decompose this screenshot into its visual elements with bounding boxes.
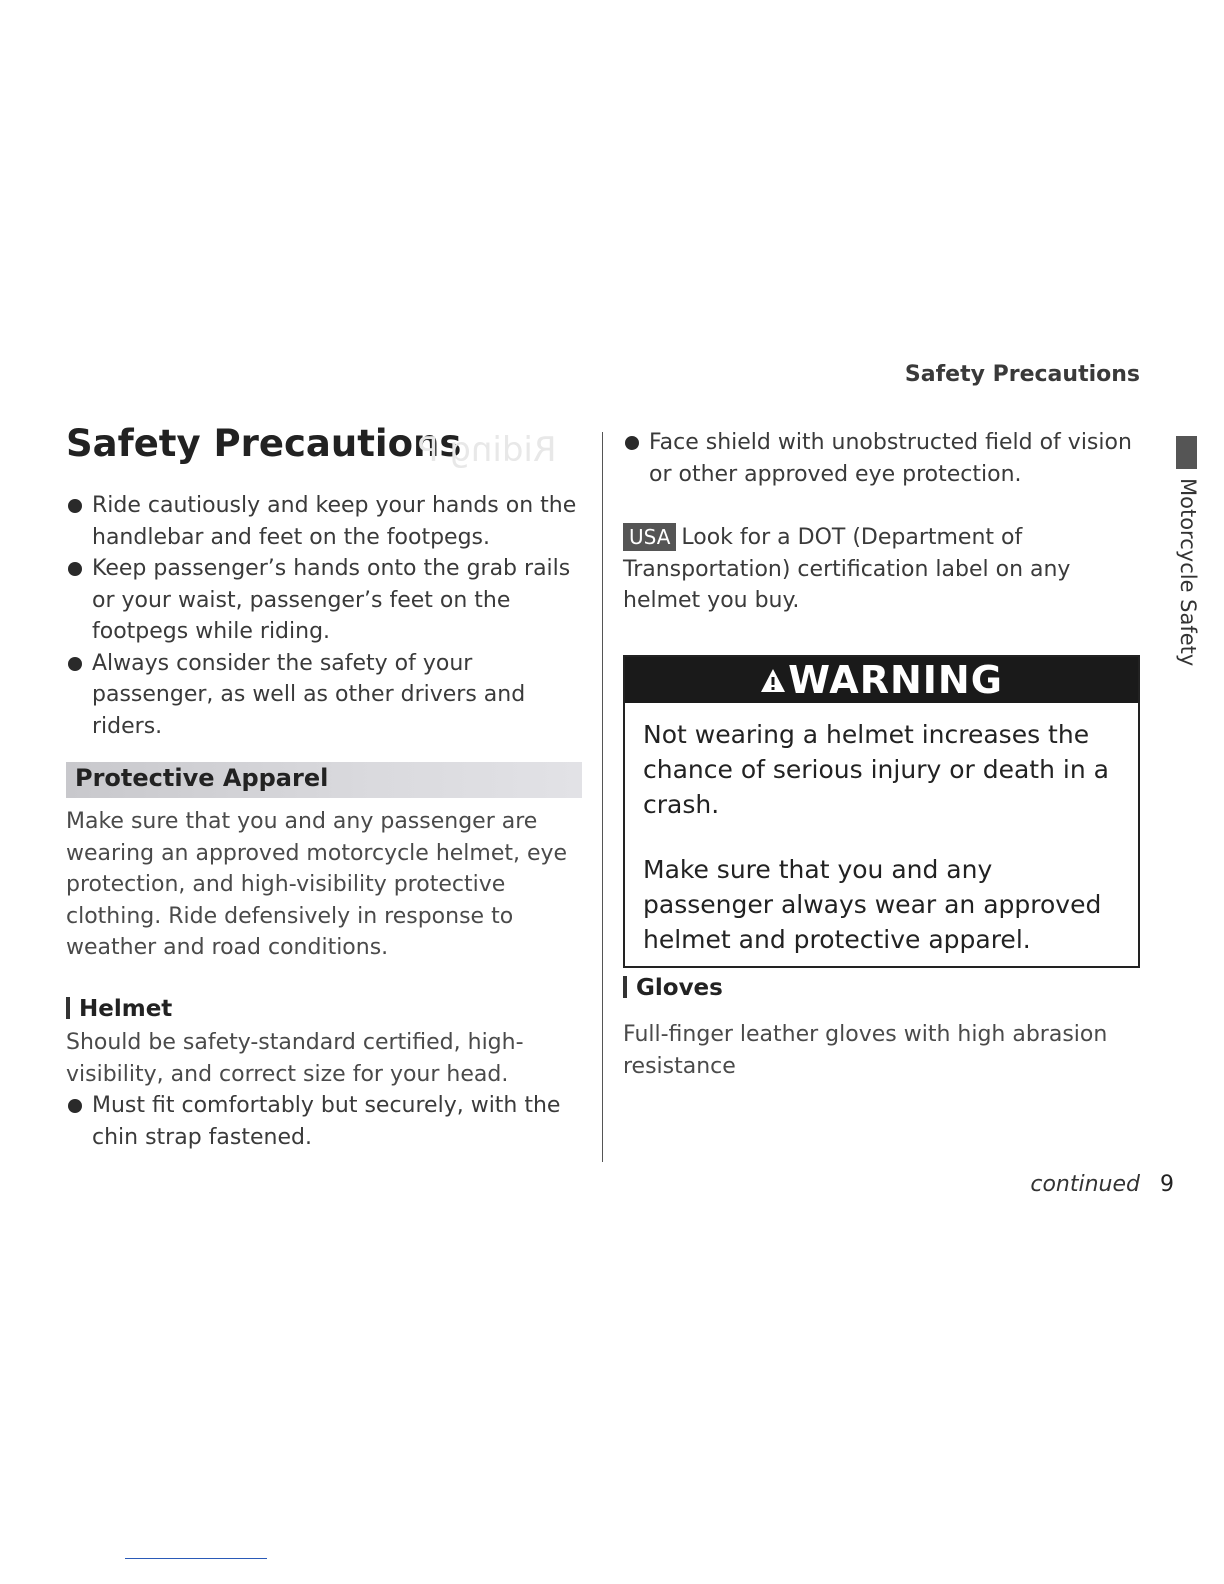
running-header: Safety Precautions [904, 362, 1140, 387]
gloves-heading-label: Gloves [636, 975, 723, 1001]
section-heading-bar [66, 762, 582, 798]
helmet-bullet-list [66, 1090, 566, 1153]
bullet-item: Must fit comfortably but securely, with the chin strap fastened. [66, 1090, 566, 1153]
warning-banner [625, 657, 1138, 703]
helmet-heading-label: Helmet [79, 996, 173, 1022]
heading-marker [66, 997, 70, 1019]
helmet-body: Should be safety-standard certified, high-visibility, and correct size for your head. [66, 1030, 524, 1087]
usa-note-text: Look for a DOT (Department of Transportation) certification label on any helmet you buy. [623, 525, 1071, 613]
warning-paragraph: Not wearing a helmet increases the chance of serious injury or death in a crash. [643, 720, 1109, 819]
right-bullet-list [623, 427, 1133, 490]
bullet-item: Always consider the safety of your passenger, as well as other drivers and riders. [66, 648, 586, 743]
continued-label: continued [1030, 1172, 1140, 1197]
side-tab-label: Motorcycle Safety [1176, 478, 1200, 667]
bullet-item: Ride cautiously and keep your hands on the handlebar and feet on the footpegs. [66, 490, 586, 553]
usa-badge: USA [623, 523, 676, 551]
page-title: Safety Precautions [66, 422, 462, 465]
side-tab-marker [1176, 436, 1197, 469]
heading-marker [623, 976, 627, 998]
gloves-heading [623, 975, 723, 1001]
warning-triangle-icon [760, 668, 786, 694]
section-body: Make sure that you and any passenger are wearing an approved motorcycle helmet, eye protection, and high-visibility protective clothing. Ride defensively in response to weather and road conditions. [66, 809, 568, 960]
section-heading: Protective Apparel [75, 764, 329, 792]
helmet-heading [66, 996, 172, 1022]
show-through-text: Riding P [418, 430, 557, 470]
bullet-item: Keep passenger’s hands onto the grab rails or your waist, passenger’s feet on the footpegs while riding. [66, 553, 586, 648]
left-bullet-list [66, 490, 586, 742]
page-number: 9 [1160, 1172, 1174, 1197]
warning-paragraph: Make sure that you and any passenger always wear an approved helmet and protective apparel. [643, 855, 1102, 954]
usa-note [623, 522, 1138, 617]
gloves-body: Full-finger leather gloves with high abrasion resistance [623, 1022, 1108, 1079]
bottom-rule [125, 1558, 267, 1559]
bullet-item: Face shield with unobstructed field of vision or other approved eye protection. [623, 427, 1133, 490]
warning-label: WARNING [788, 658, 1003, 702]
column-divider [602, 432, 603, 1162]
warning-box [623, 655, 1140, 968]
